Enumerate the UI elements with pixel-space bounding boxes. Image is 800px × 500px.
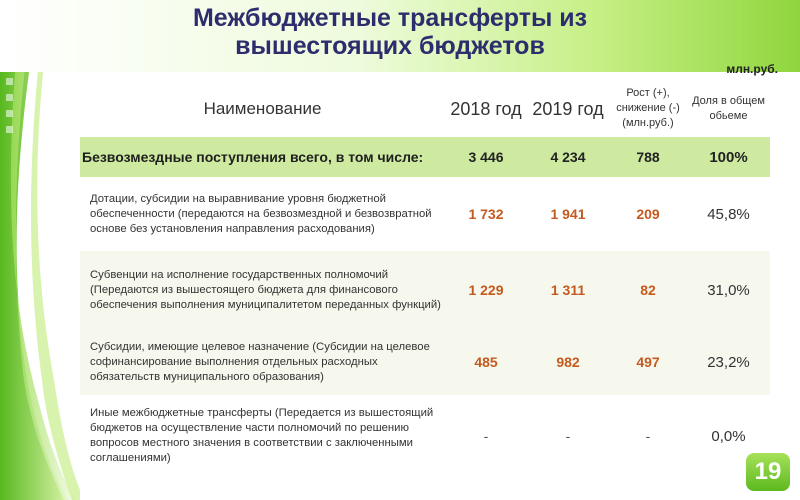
table-row xyxy=(80,329,770,395)
table-row-total xyxy=(80,137,770,177)
value-change: 788 xyxy=(609,137,687,177)
value-share: 45,8% xyxy=(687,177,770,251)
value-2019: 1 941 xyxy=(527,177,609,251)
column-header-change: Рост (+), снижение (-) (млн.руб.) xyxy=(616,87,680,129)
value-share: 0,0% xyxy=(687,395,770,477)
row-name: Дотации, субсидии на выравнивание уровня бюджетной обеспеченности (передаются на безвозмездной и безвозвратной основе без установления направления расходования) xyxy=(80,177,445,251)
value-2019: 1 311 xyxy=(527,251,609,329)
slide-title: Межбюджетные трансферты из вышестоящих бюджетов xyxy=(192,4,588,60)
decorative-swirl xyxy=(0,0,80,500)
value-change: 209 xyxy=(609,177,687,251)
column-header-share: Доля в общем обьеме xyxy=(692,94,765,122)
table-row xyxy=(80,177,770,251)
value-2019: 4 234 xyxy=(527,137,609,177)
row-name: Субсидии, имеющие целевое назначение (Субсидии на целевое софинансирование выполнения отдельных расходных обязательств муниципального образования) xyxy=(80,329,445,395)
value-change: 82 xyxy=(609,251,687,329)
value-2018: 3 446 xyxy=(445,137,527,177)
value-2018: - xyxy=(445,395,527,477)
column-header-2018: 2018 год xyxy=(450,98,522,119)
page-number-badge: 19 xyxy=(746,453,790,491)
row-name: Субвенции на исполнение государственных полномочий (Передаются из вышестоящего бюджета для финансового обеспечения выполнения муниципалитетом переданных функций) xyxy=(80,251,445,329)
value-share: 23,2% xyxy=(687,329,770,395)
value-2019: - xyxy=(527,395,609,477)
table-row xyxy=(80,251,770,329)
value-change: - xyxy=(609,395,687,477)
column-header-2019: 2019 год xyxy=(532,98,604,119)
value-2018: 1 732 xyxy=(445,177,527,251)
transfers-table xyxy=(80,80,770,477)
table-row xyxy=(80,395,770,477)
row-name: Безвозмездные поступления всего, в том числе: xyxy=(80,137,445,177)
value-2018: 1 229 xyxy=(445,251,527,329)
value-share: 100% xyxy=(687,137,770,177)
column-header-name: Наименование xyxy=(203,98,322,118)
row-name: Иные межбюджетные трансферты (Передается из вышестоящий бюджетов на осуществление части полномочий по решению вопросов местного значения в соответствии с заключенными соглашениями) xyxy=(80,395,445,477)
unit-label: млн.руб. xyxy=(726,62,778,76)
value-change: 497 xyxy=(609,329,687,395)
value-share: 31,0% xyxy=(687,251,770,329)
value-2019: 982 xyxy=(527,329,609,395)
table-header-row xyxy=(80,80,770,137)
value-2018: 485 xyxy=(445,329,527,395)
